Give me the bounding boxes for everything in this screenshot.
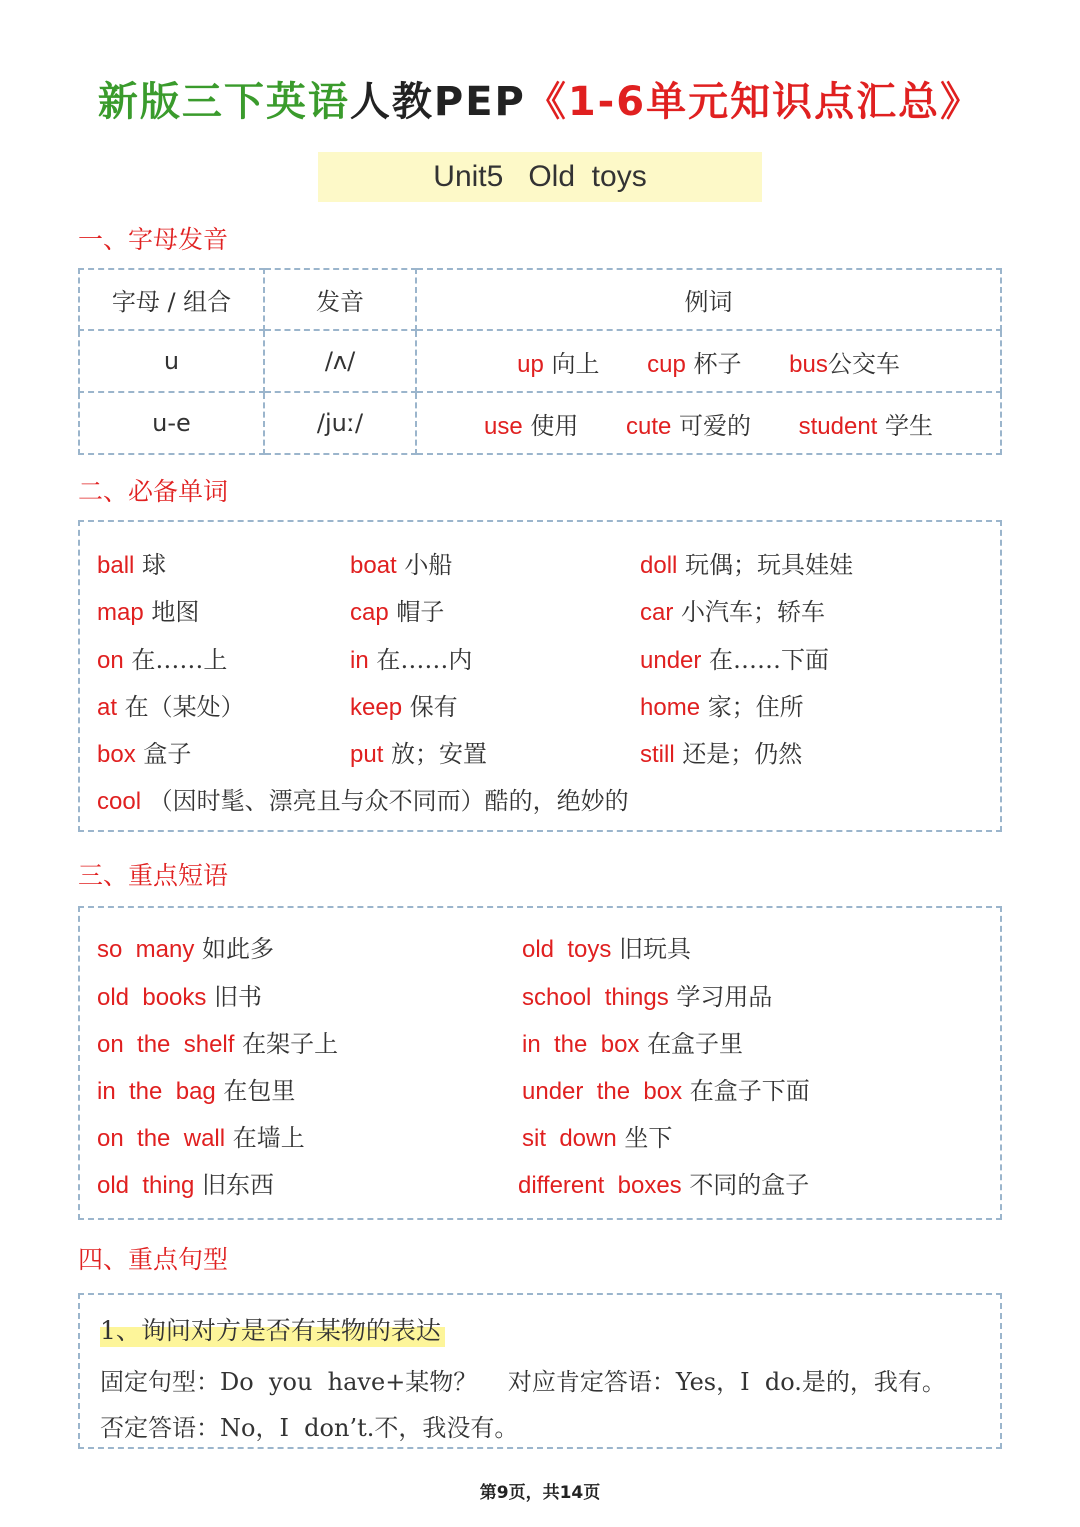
example-word: cute 可爱的 — [625, 411, 751, 440]
examples-cell — [416, 392, 1001, 454]
sound-cell: /juː/ — [264, 392, 416, 454]
phrase-item: sit down 坐下 — [522, 1124, 673, 1152]
phrase-item: school things 学习用品 — [522, 983, 773, 1011]
example-word: student 学生 — [798, 411, 933, 440]
table-row — [79, 330, 1001, 392]
phrase-item: different boxes 不同的盒子 — [518, 1171, 810, 1199]
example-word: bus公交车 — [789, 349, 900, 378]
word-item: cool （因时髦、漂亮且与众不同而）酷的，绝妙的 — [97, 787, 629, 815]
phrase-item: in the bag 在包里 — [97, 1077, 296, 1105]
word-item: map 地图 — [97, 598, 200, 626]
table-header: 例词 — [416, 269, 1001, 330]
word-item: on 在……上 — [97, 646, 228, 674]
phrase-item: in the box 在盒子里 — [522, 1030, 744, 1058]
table-header: 发音 — [264, 269, 416, 330]
word-item: keep 保有 — [350, 693, 458, 721]
word-item: home 家；住所 — [640, 693, 804, 721]
word-item: cap 帽子 — [350, 598, 445, 626]
examples-cell — [416, 330, 1001, 392]
phrase-item: old toys 旧玩具 — [522, 935, 692, 963]
section-heading-sentences: 四、重点句型 — [78, 1245, 229, 1274]
phrase-item: old books 旧书 — [97, 983, 263, 1011]
section-heading-pronunciation: 一、字母发音 — [78, 225, 229, 254]
letter-cell: u — [79, 330, 264, 392]
sentence-negative-answer: 否定答语：No，I don’t.不，我没有。 — [100, 1414, 519, 1442]
letter-cell: u-e — [79, 392, 264, 454]
phrase-item: on the wall 在墙上 — [97, 1124, 305, 1152]
sentence-pattern-title: 1、询问对方是否有某物的表达 — [100, 1311, 445, 1347]
word-item: under 在……下面 — [640, 646, 830, 674]
page-number: 第9页，共14页 — [479, 1483, 601, 1503]
phrase-item: on the shelf 在架子上 — [97, 1030, 339, 1058]
phrase-item: under the box 在盒子下面 — [522, 1077, 810, 1105]
word-item: doll 玩偶；玩具娃娃 — [640, 551, 853, 579]
word-item: put 放；安置 — [350, 740, 488, 768]
example-word: up 向上 — [517, 349, 600, 378]
word-item: in 在……内 — [350, 646, 473, 674]
table-header: 字母 / 组合 — [79, 269, 264, 330]
unit-title: Unit5 Old toys — [318, 152, 762, 202]
example-word: use 使用 — [483, 411, 579, 440]
section-heading-words: 二、必备单词 — [78, 477, 229, 506]
word-item: still 还是；仍然 — [640, 740, 803, 768]
word-item: at 在（某处） — [97, 693, 245, 721]
sentence-pattern-line: 固定句型：Do you have+某物？ 对应肯定答语：Yes，I do.是的，我有。 — [100, 1368, 946, 1396]
example-word: cup 杯子 — [647, 349, 742, 378]
section-heading-phrases: 三、重点短语 — [78, 861, 229, 890]
table-row — [79, 392, 1001, 454]
pronunciation-table — [78, 268, 1002, 455]
page-title: 新版三下英语人教PEP《1-6单元知识点汇总》 — [97, 79, 983, 125]
word-item: box 盒子 — [97, 740, 192, 768]
sound-cell: /ʌ/ — [264, 330, 416, 392]
phrase-item: old thing 旧东西 — [97, 1171, 275, 1199]
word-item: boat 小船 — [350, 551, 453, 579]
word-item: car 小汽车；轿车 — [640, 598, 825, 626]
phrase-item: so many 如此多 — [97, 935, 275, 963]
word-item: ball 球 — [97, 551, 166, 579]
